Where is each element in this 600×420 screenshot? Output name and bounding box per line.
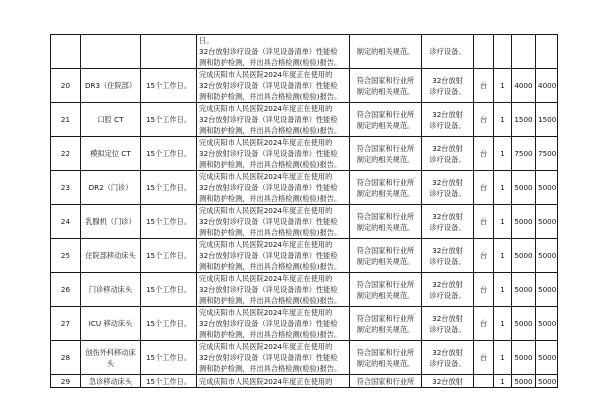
requirement-cell — [350, 69, 422, 103]
unit-price-cell: 7500 — [512, 137, 536, 171]
unit-price-cell: 4000 — [512, 69, 536, 103]
total-price-cell: 5000 — [536, 273, 558, 307]
quantity-cell: 1 — [494, 341, 512, 375]
service-content-cell-line: 完成庆阳市人民医院2024年度正在使用的 — [199, 274, 333, 283]
device-name-cell: 住院部移动床头 — [81, 239, 141, 273]
target-cell — [422, 137, 474, 171]
service-period-cell: 15个工作日。 — [141, 171, 197, 205]
target-cell-line: 诊疗设备。 — [429, 222, 466, 232]
total-price-cell: 5000 — [536, 205, 558, 239]
target-cell-line: 32台放射 — [432, 109, 463, 119]
service-content-cell-line: 日。 — [199, 36, 214, 45]
requirement-cell-line: 制定的相关规范。 — [356, 120, 415, 130]
service-content-cell — [197, 137, 350, 171]
service-content-cell — [197, 171, 350, 205]
target-cell — [422, 341, 474, 375]
total-price-cell: 5000 — [536, 375, 558, 388]
table-row — [51, 103, 558, 137]
target-cell — [422, 69, 474, 103]
requirement-cell-line: 符合国家和行业所 — [356, 347, 415, 357]
service-content-cell-line: 完成庆阳市人民医院2024年度正在使用的 — [199, 240, 333, 249]
service-content-cell-line: 测和防护检测，并出具合格检测(检验)报告。 — [199, 160, 342, 169]
unit-price-cell: 5000 — [512, 341, 536, 375]
row-number-cell: 24 — [51, 205, 81, 239]
unit-price-cell: 5000 — [512, 239, 536, 273]
service-content-cell — [197, 35, 350, 69]
row-number-cell: 28 — [51, 341, 81, 375]
target-cell-line: 32台放射 — [432, 313, 463, 323]
service-content-cell-line: 32台放射诊疗设备（详见设备清单）性能检 — [199, 81, 338, 90]
service-content-cell-line: 测和防护检测，并出具合格检测(检验)报告。 — [199, 262, 342, 271]
row-number-cell: 29 — [51, 375, 81, 388]
target-cell-line: 32台放射 — [432, 177, 463, 187]
requirement-cell-line: 符合国家和行业所 — [356, 245, 415, 255]
unit-cell: 台 — [474, 103, 494, 137]
unit-cell: 台 — [474, 239, 494, 273]
service-content-cell — [197, 205, 350, 239]
device-name-cell: 门诊移动床头 — [81, 273, 141, 307]
unit-cell: 台 — [474, 341, 494, 375]
quantity-cell: 1 — [494, 239, 512, 273]
service-period-cell: 15个工作日。 — [141, 307, 197, 341]
target-cell — [422, 103, 474, 137]
service-period-cell: 15个工作日。 — [141, 69, 197, 103]
device-name-cell: 急诊移动床头 — [81, 375, 141, 388]
quantity-cell: 1 — [494, 103, 512, 137]
requirement-cell-line: 制定的相关规范。 — [356, 358, 415, 368]
requirement-cell — [350, 307, 422, 341]
service-content-cell — [197, 341, 350, 375]
table-row — [51, 205, 558, 239]
quantity-cell: 1 — [494, 171, 512, 205]
service-content-cell-line: 测和防护检测，并出具合格检测(检验)报告。 — [199, 92, 342, 101]
service-content-cell — [197, 239, 350, 273]
target-cell-line: 32台放射 — [432, 75, 463, 85]
target-cell-line: 诊疗设备。 — [429, 324, 466, 334]
service-content-cell-line: 测和防护检测，并出具合格检测(检验)报告。 — [199, 194, 342, 203]
target-cell — [422, 171, 474, 205]
requirement-cell — [350, 35, 422, 69]
service-content-cell — [197, 307, 350, 341]
requirement-cell-line: 制定的相关规范。 — [356, 154, 415, 164]
requirement-cell — [350, 137, 422, 171]
table-row — [51, 239, 558, 273]
service-content-cell — [197, 69, 350, 103]
service-content-cell-line: 测和防护检测，并出具合格检测(检验)报告。 — [199, 228, 342, 237]
requirement-cell — [350, 273, 422, 307]
requirement-cell-line: 符合国家和行业所 — [356, 177, 415, 187]
quantity-cell: 1 — [494, 205, 512, 239]
unit-cell: 台 — [474, 171, 494, 205]
device-name-cell: 乳腺机（门诊） — [81, 205, 141, 239]
target-cell — [422, 205, 474, 239]
unit-cell: 台 — [474, 205, 494, 239]
device-name-cell: 创伤外科移动床头 — [81, 341, 141, 375]
service-content-cell-line: 完成庆阳市人民医院2024年度正在使用的 — [199, 104, 333, 113]
requirement-cell-line: 制定的相关规范。 — [356, 86, 415, 96]
target-cell-line: 诊疗设备。 — [429, 154, 466, 164]
table-row — [51, 341, 558, 375]
service-period-cell — [141, 35, 197, 69]
unit-price-cell: 5000 — [512, 375, 536, 388]
target-cell-line: 诊疗设备。 — [429, 188, 466, 198]
unit-price-cell: 1500 — [512, 103, 536, 137]
service-content-cell — [197, 273, 350, 307]
target-cell-line: 诊疗设备。 — [429, 256, 466, 266]
target-cell — [422, 239, 474, 273]
service-content-cell-line: 32台放射诊疗设备（详见设备清单）性能检 — [199, 47, 338, 56]
service-content-cell-line: 完成庆阳市人民医院2024年度正在使用的 — [199, 342, 333, 351]
target-cell — [422, 35, 474, 69]
procurement-table — [50, 34, 558, 388]
table-row — [51, 137, 558, 171]
service-content-cell-line: 测和防护检测，并出具合格检测(检验)报告。 — [199, 296, 342, 305]
requirement-cell-line: 制定的相关规范。 — [356, 256, 415, 266]
target-cell-line: 32台放射 — [432, 143, 463, 153]
target-cell — [422, 375, 474, 388]
target-cell-line: 32台放射 — [432, 211, 463, 221]
row-number-cell: 22 — [51, 137, 81, 171]
unit-cell: 台 — [474, 307, 494, 341]
service-content-cell-line: 32台放射诊疗设备（详见设备清单）性能检 — [199, 115, 338, 124]
requirement-cell-line: 符合国家和行业所 — [356, 376, 415, 386]
requirement-cell-line: 制定的相关规范。 — [356, 324, 415, 334]
quantity-cell: 1 — [494, 375, 512, 388]
device-name-cell: ICU 移动床头 — [81, 307, 141, 341]
total-price-cell: 7500 — [536, 137, 558, 171]
service-period-cell: 15个工作日。 — [141, 375, 197, 388]
requirement-cell-line: 符合国家和行业所 — [356, 75, 415, 85]
quantity-cell: 1 — [494, 137, 512, 171]
service-content-cell-line: 完成庆阳市人民医院2024年度正在使用的 — [199, 70, 333, 79]
service-period-cell: 15个工作日。 — [141, 341, 197, 375]
requirement-cell-line: 符合国家和行业所 — [356, 211, 415, 221]
requirement-cell-line: 制定的相关规范。 — [356, 188, 415, 198]
service-content-cell-line: 完成庆阳市人民医院2024年度正在使用的 — [199, 206, 333, 215]
device-name-cell: DR3（住院部） — [81, 69, 141, 103]
total-price-cell — [536, 35, 558, 69]
requirement-cell-line: 符合国家和行业所 — [356, 279, 415, 289]
service-period-cell: 15个工作日。 — [141, 239, 197, 273]
total-price-cell: 5000 — [536, 307, 558, 341]
table-row — [51, 69, 558, 103]
service-period-cell: 15个工作日。 — [141, 205, 197, 239]
target-cell — [422, 307, 474, 341]
unit-cell — [474, 35, 494, 69]
target-cell — [422, 273, 474, 307]
service-content-cell-line: 32台放射诊疗设备（详见设备清单）性能检 — [199, 217, 338, 226]
target-cell-line: 32台放射 — [432, 347, 463, 357]
requirement-cell — [350, 239, 422, 273]
service-content-cell-line: 32台放射诊疗设备（详见设备清单）性能检 — [199, 183, 338, 192]
service-content-cell — [197, 103, 350, 137]
total-price-cell: 5000 — [536, 171, 558, 205]
unit-cell: 台 — [474, 273, 494, 307]
requirement-cell-line: 符合国家和行业所 — [356, 109, 415, 119]
service-content-cell-line: 测和防护检测，并出具合格检测(检验)报告。 — [199, 330, 342, 339]
unit-cell — [474, 375, 494, 388]
table-row — [51, 307, 558, 341]
unit-price-cell: 5000 — [512, 171, 536, 205]
requirement-cell-line: 制定的相关规范。 — [356, 290, 415, 300]
row-number-cell — [51, 35, 81, 69]
table-row — [51, 171, 558, 205]
requirement-cell-line: 制定的相关规范。 — [356, 222, 415, 232]
requirement-cell — [350, 375, 422, 388]
row-number-cell: 26 — [51, 273, 81, 307]
service-content-cell-line: 完成庆阳市人民医院2024年度正在使用的 — [199, 172, 333, 181]
row-number-cell: 20 — [51, 69, 81, 103]
service-content-cell-line: 32台放射诊疗设备（详见设备清单）性能检 — [199, 319, 338, 328]
table-row — [51, 35, 558, 69]
service-content-cell-line: 完成庆阳市人民医院2024年度正在使用的 — [199, 376, 333, 386]
table-row — [51, 375, 558, 388]
target-cell-line: 诊疗设备。 — [429, 47, 466, 56]
target-cell-line: 诊疗设备。 — [429, 290, 466, 300]
service-content-cell-line: 完成庆阳市人民医院2024年度正在使用的 — [199, 138, 333, 147]
target-cell-line: 32台放射 — [432, 245, 463, 255]
unit-cell: 台 — [474, 137, 494, 171]
total-price-cell: 4000 — [536, 69, 558, 103]
quantity-cell — [494, 35, 512, 69]
requirement-cell — [350, 205, 422, 239]
requirement-cell — [350, 341, 422, 375]
service-period-cell: 15个工作日。 — [141, 137, 197, 171]
requirement-cell-line: 符合国家和行业所 — [356, 143, 415, 153]
service-period-cell: 15个工作日。 — [141, 273, 197, 307]
target-cell-line: 诊疗设备。 — [429, 120, 466, 130]
unit-price-cell — [512, 35, 536, 69]
table-row — [51, 273, 558, 307]
device-name-cell — [81, 35, 141, 69]
table-body — [51, 35, 558, 388]
row-number-cell: 25 — [51, 239, 81, 273]
device-name-cell: 口腔 CT — [81, 103, 141, 137]
requirement-cell — [350, 171, 422, 205]
quantity-cell: 1 — [494, 307, 512, 341]
device-name-cell: DR2（门诊） — [81, 171, 141, 205]
row-number-cell: 27 — [51, 307, 81, 341]
service-content-cell-line: 完成庆阳市人民医院2024年度正在使用的 — [199, 308, 333, 317]
service-content-cell-line: 32台放射诊疗设备（详见设备清单）性能检 — [199, 353, 338, 362]
service-content-cell-line: 32台放射诊疗设备（详见设备清单）性能检 — [199, 285, 338, 294]
unit-price-cell: 5000 — [512, 273, 536, 307]
unit-price-cell: 5000 — [512, 205, 536, 239]
total-price-cell: 5000 — [536, 239, 558, 273]
target-cell-line: 32台放射 — [432, 279, 463, 289]
row-number-cell: 23 — [51, 171, 81, 205]
unit-cell: 台 — [474, 69, 494, 103]
requirement-cell — [350, 103, 422, 137]
target-cell-line: 诊疗设备。 — [429, 86, 466, 96]
target-cell-line: 32台放射 — [432, 376, 463, 386]
total-price-cell: 5000 — [536, 341, 558, 375]
requirement-cell-line: 制定的相关规范。 — [356, 47, 415, 56]
service-content-cell-line: 32台放射诊疗设备（详见设备清单）性能检 — [199, 149, 338, 158]
unit-price-cell: 5000 — [512, 307, 536, 341]
total-price-cell: 1500 — [536, 103, 558, 137]
service-content-cell-line: 测和防护检测，并出具合格检测(检验)报告。 — [199, 364, 342, 373]
target-cell-line: 诊疗设备。 — [429, 358, 466, 368]
service-content-cell — [197, 375, 350, 388]
service-content-cell-line: 测和防护检测，并出具合格检测(检验)报告。 — [199, 58, 342, 67]
row-number-cell: 21 — [51, 103, 81, 137]
service-content-cell-line: 32台放射诊疗设备（详见设备清单）性能检 — [199, 251, 338, 260]
service-content-cell-line: 测和防护检测，并出具合格检测(检验)报告。 — [199, 126, 342, 135]
quantity-cell: 1 — [494, 69, 512, 103]
quantity-cell: 1 — [494, 273, 512, 307]
service-period-cell: 15个工作日。 — [141, 103, 197, 137]
device-name-cell: 模拟定位 CT — [81, 137, 141, 171]
requirement-cell-line: 符合国家和行业所 — [356, 313, 415, 323]
